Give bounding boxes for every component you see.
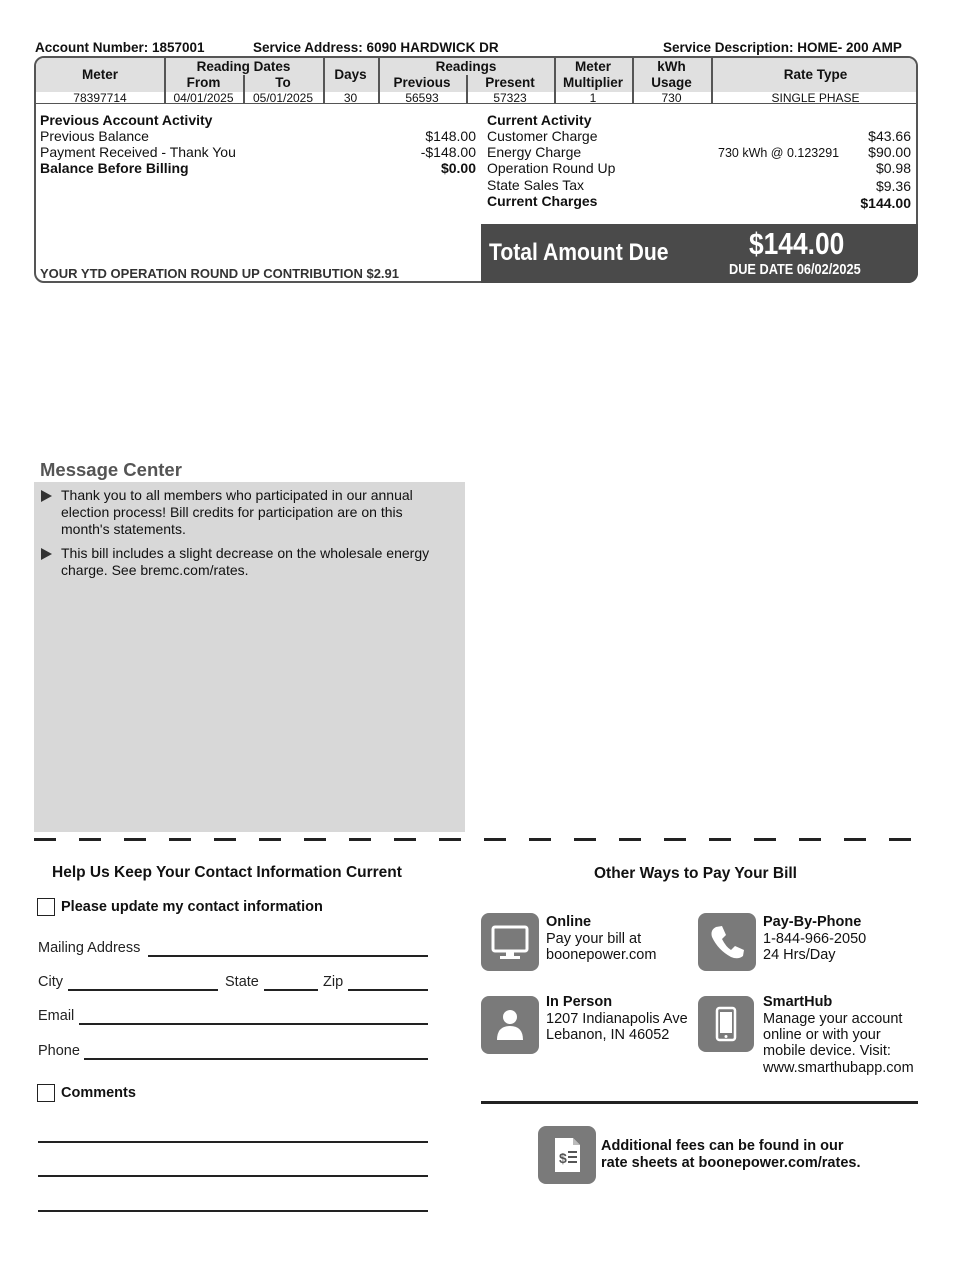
previous-balance-label: Previous Balance — [40, 128, 149, 144]
days-header: Days — [334, 67, 367, 82]
previous-reading: 56593 — [405, 91, 439, 105]
ytd-round-up-note: YOUR YTD OPERATION ROUND UP CONTRIBUTION $2.91 — [40, 266, 399, 281]
comments-line[interactable] — [38, 1175, 428, 1177]
city-field[interactable] — [68, 989, 218, 991]
meter-header: Meter — [81, 67, 118, 82]
zip-label: Zip — [323, 974, 344, 990]
energy-charge-amount: $90.00 — [868, 144, 911, 160]
bullet-arrow-icon — [41, 490, 52, 502]
readings-header: Readings — [435, 59, 497, 74]
phone-line: 24 Hrs/Day — [763, 947, 836, 963]
previous-header: Previous — [393, 75, 451, 90]
mailing-address-label: Mailing Address — [38, 940, 141, 956]
current-charges-amount: $144.00 — [860, 195, 911, 211]
operation-round-up-label: Operation Round Up — [487, 160, 616, 176]
email-field[interactable] — [79, 1023, 428, 1025]
divider — [481, 1101, 918, 1104]
reading-to: 05/01/2025 — [252, 91, 314, 105]
online-line: boonepower.com — [546, 947, 657, 963]
previous-balance-amount: $148.00 — [425, 128, 476, 144]
present-reading: 57323 — [493, 91, 527, 105]
smarthub-line: mobile device. Visit: — [763, 1043, 891, 1059]
mobile-icon — [698, 996, 754, 1052]
fees-line: rate sheets at boonepower.com/rates. — [601, 1155, 861, 1171]
message-item: This bill includes a slight decrease on the wholesale energy charge. See bremc.com/rates. — [61, 545, 430, 578]
phone-title: Pay-By-Phone — [763, 914, 862, 930]
city-label: City — [38, 974, 63, 990]
comments-label: Comments — [61, 1085, 136, 1101]
in-person-title: In Person — [546, 994, 613, 1010]
state-field[interactable] — [264, 989, 318, 991]
service-address: Service Address: 6090 HARDWICK DR — [253, 40, 499, 55]
due-date: DUE DATE 06/02/2025 — [729, 262, 861, 278]
rate-type-value: SINGLE PHASE — [771, 91, 860, 105]
usage-header-2: Usage — [651, 75, 692, 90]
balance-before-billing-label: Balance Before Billing — [40, 160, 189, 176]
balance-before-billing-amount: $0.00 — [440, 160, 476, 176]
days-value: 30 — [343, 91, 358, 105]
multiplier-header-2: Multiplier — [563, 75, 623, 90]
mailing-address-field[interactable] — [148, 955, 428, 957]
in-person-line: Lebanon, IN 46052 — [546, 1027, 670, 1043]
message-item: Thank you to all members who participated in our annual election process! Bill credits for participation are on this month's statements. — [61, 487, 413, 537]
phone-icon — [698, 913, 756, 971]
fees-note — [601, 1138, 860, 1172]
comments-line[interactable] — [38, 1210, 428, 1212]
online-title: Online — [546, 914, 592, 930]
multiplier-value: 1 — [589, 91, 597, 105]
current-activity-title: Current Activity — [487, 112, 592, 128]
smarthub-line: Manage your account — [763, 1011, 903, 1027]
previous-activity-title: Previous Account Activity — [40, 112, 213, 128]
state-sales-tax-label: State Sales Tax — [487, 177, 585, 193]
state-sales-tax-amount: $9.36 — [875, 178, 911, 194]
fees-line: Additional fees can be found in our — [601, 1138, 844, 1154]
smarthub-line: online or with your — [763, 1027, 881, 1043]
service-description: Service Description: HOME- 200 AMP — [663, 40, 902, 55]
bullet-arrow-icon — [41, 548, 52, 560]
update-contact-label: Please update my contact information — [61, 899, 323, 915]
reading-from: 04/01/2025 — [173, 91, 234, 105]
message-center-box — [34, 482, 465, 832]
state-label: State — [225, 974, 259, 990]
phone-line: 1-844-966-2050 — [763, 931, 867, 947]
usage-value: 730 — [661, 91, 682, 105]
zip-field[interactable] — [348, 989, 428, 991]
meter-number: 78397714 — [73, 91, 127, 105]
phone-field[interactable] — [84, 1058, 428, 1060]
pay-options-title: Other Ways to Pay Your Bill — [594, 865, 797, 882]
update-contact-checkbox[interactable] — [37, 898, 55, 916]
person-icon — [481, 996, 539, 1054]
comments-line[interactable] — [38, 1141, 428, 1143]
customer-charge-amount: $43.66 — [868, 128, 911, 144]
message-center-title: Message Center — [40, 459, 182, 480]
energy-charge-label: Energy Charge — [487, 144, 582, 160]
monitor-icon — [481, 913, 539, 971]
payment-received-amount: -$148.00 — [420, 144, 476, 160]
total-amount-due-panel — [481, 224, 918, 283]
total-amount-due-label: Total Amount Due — [489, 239, 669, 266]
comments-checkbox[interactable] — [37, 1084, 55, 1102]
present-header: Present — [485, 75, 535, 90]
from-header: From — [186, 75, 221, 90]
current-charges-label: Current Charges — [487, 193, 598, 209]
smarthub-line: www.smarthubapp.com — [763, 1060, 914, 1076]
account-number: Account Number: 1857001 — [35, 40, 205, 55]
usage-header-1: kWh — [657, 59, 686, 74]
payment-received-label: Payment Received - Thank You — [40, 144, 236, 160]
total-amount: $144.00 — [749, 226, 845, 261]
rate-type-header: Rate Type — [783, 67, 848, 82]
email-label: Email — [38, 1008, 75, 1024]
contact-form-title: Help Us Keep Your Contact Information Current — [52, 864, 402, 881]
in-person-line: 1207 Indianapolis Ave — [546, 1011, 688, 1027]
energy-charge-detail: 730 kWh @ 0.123291 — [718, 146, 840, 160]
online-line: Pay your bill at — [546, 931, 642, 947]
customer-charge-label: Customer Charge — [487, 128, 598, 144]
multiplier-header-1: Meter — [574, 59, 611, 74]
tear-line — [34, 838, 918, 841]
to-header: To — [275, 75, 291, 90]
invoice-icon — [538, 1126, 596, 1184]
reading-dates-header: Reading Dates — [196, 59, 291, 74]
smarthub-title: SmartHub — [763, 994, 833, 1010]
svg-text:$: $ — [559, 1150, 567, 1166]
operation-round-up-amount: $0.98 — [875, 160, 911, 176]
phone-label: Phone — [38, 1043, 80, 1059]
